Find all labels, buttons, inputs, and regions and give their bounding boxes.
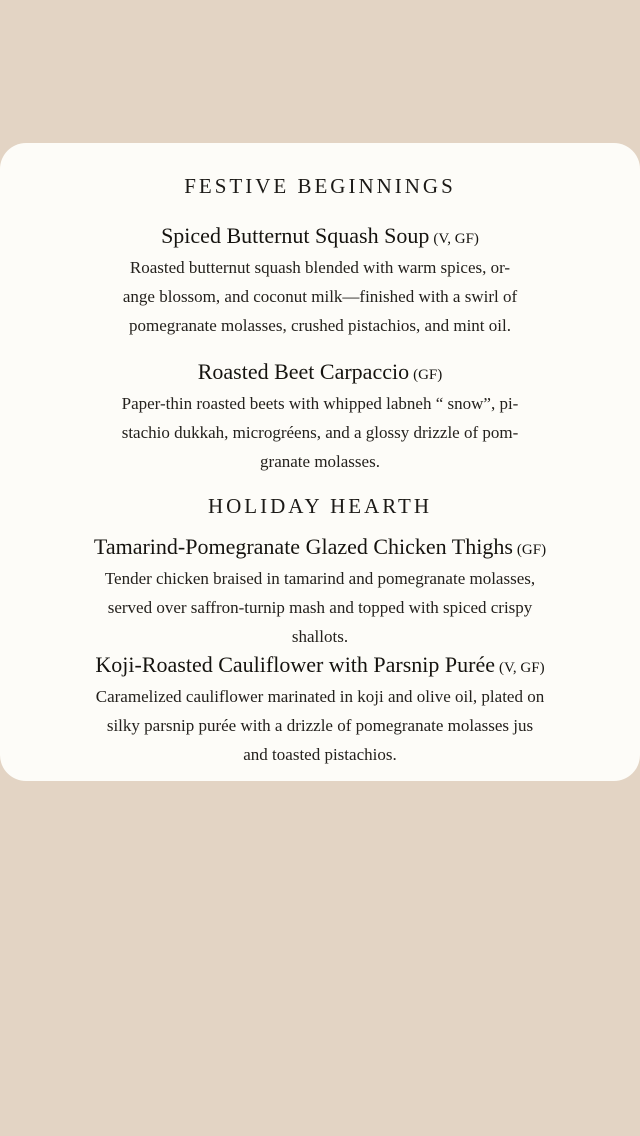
dish-tags: (V, GF)	[499, 660, 545, 676]
dish-name: Spiced Butternut Squash Soup (V, GF)	[161, 223, 479, 248]
dish-tags: (GF)	[413, 367, 443, 383]
dish-description: Caramelized cauliflower marinated in koji and olive oil, plated on silky parsnip purée with a drizzle of pomegranate molasses jus and toasted pistachios.	[95, 687, 545, 764]
dish-roasted-beet-carpaccio	[0, 358, 640, 476]
dish-name: Roasted Beet Carpaccio (GF)	[197, 359, 443, 384]
section-title-festive-beginnings: FESTIVE BEGINNINGS	[184, 174, 456, 198]
dish-koji-roasted-cauliflower	[0, 651, 640, 769]
dish-description: Tender chicken braised in tamarind and pomegranate molasses, served over saffron-turnip mash and topped with spiced crispy shallots.	[104, 569, 536, 646]
dish-description: Roasted butternut squash blended with warm spices, or- ange blossom, and coconut milk—finished with a swirl of pomegranate molasses, crushed pistachios, and mint oil.	[122, 258, 518, 335]
dish-tags: (V, GF)	[433, 231, 479, 247]
dish-spiced-butternut-squash-soup	[0, 222, 640, 340]
dish-description: Paper-thin roasted beets with whipped labneh “ snow”, pi- stachio dukkah, microgréens, and a glossy drizzle of pom- granate molasses.	[121, 394, 519, 471]
dish-tags: (GF)	[516, 542, 547, 558]
dish-name: Tamarind-Pomegranate Glazed Chicken Thighs (GF)	[93, 534, 547, 559]
dish-name: Koji-Roasted Cauliflower with Parsnip Purée (V, GF)	[95, 652, 545, 677]
section-title-holiday-hearth: HOLIDAY HEARTH	[207, 494, 433, 518]
menu-card	[0, 143, 640, 781]
dish-tamarind-pomegranate-chicken-thighs	[0, 533, 640, 651]
